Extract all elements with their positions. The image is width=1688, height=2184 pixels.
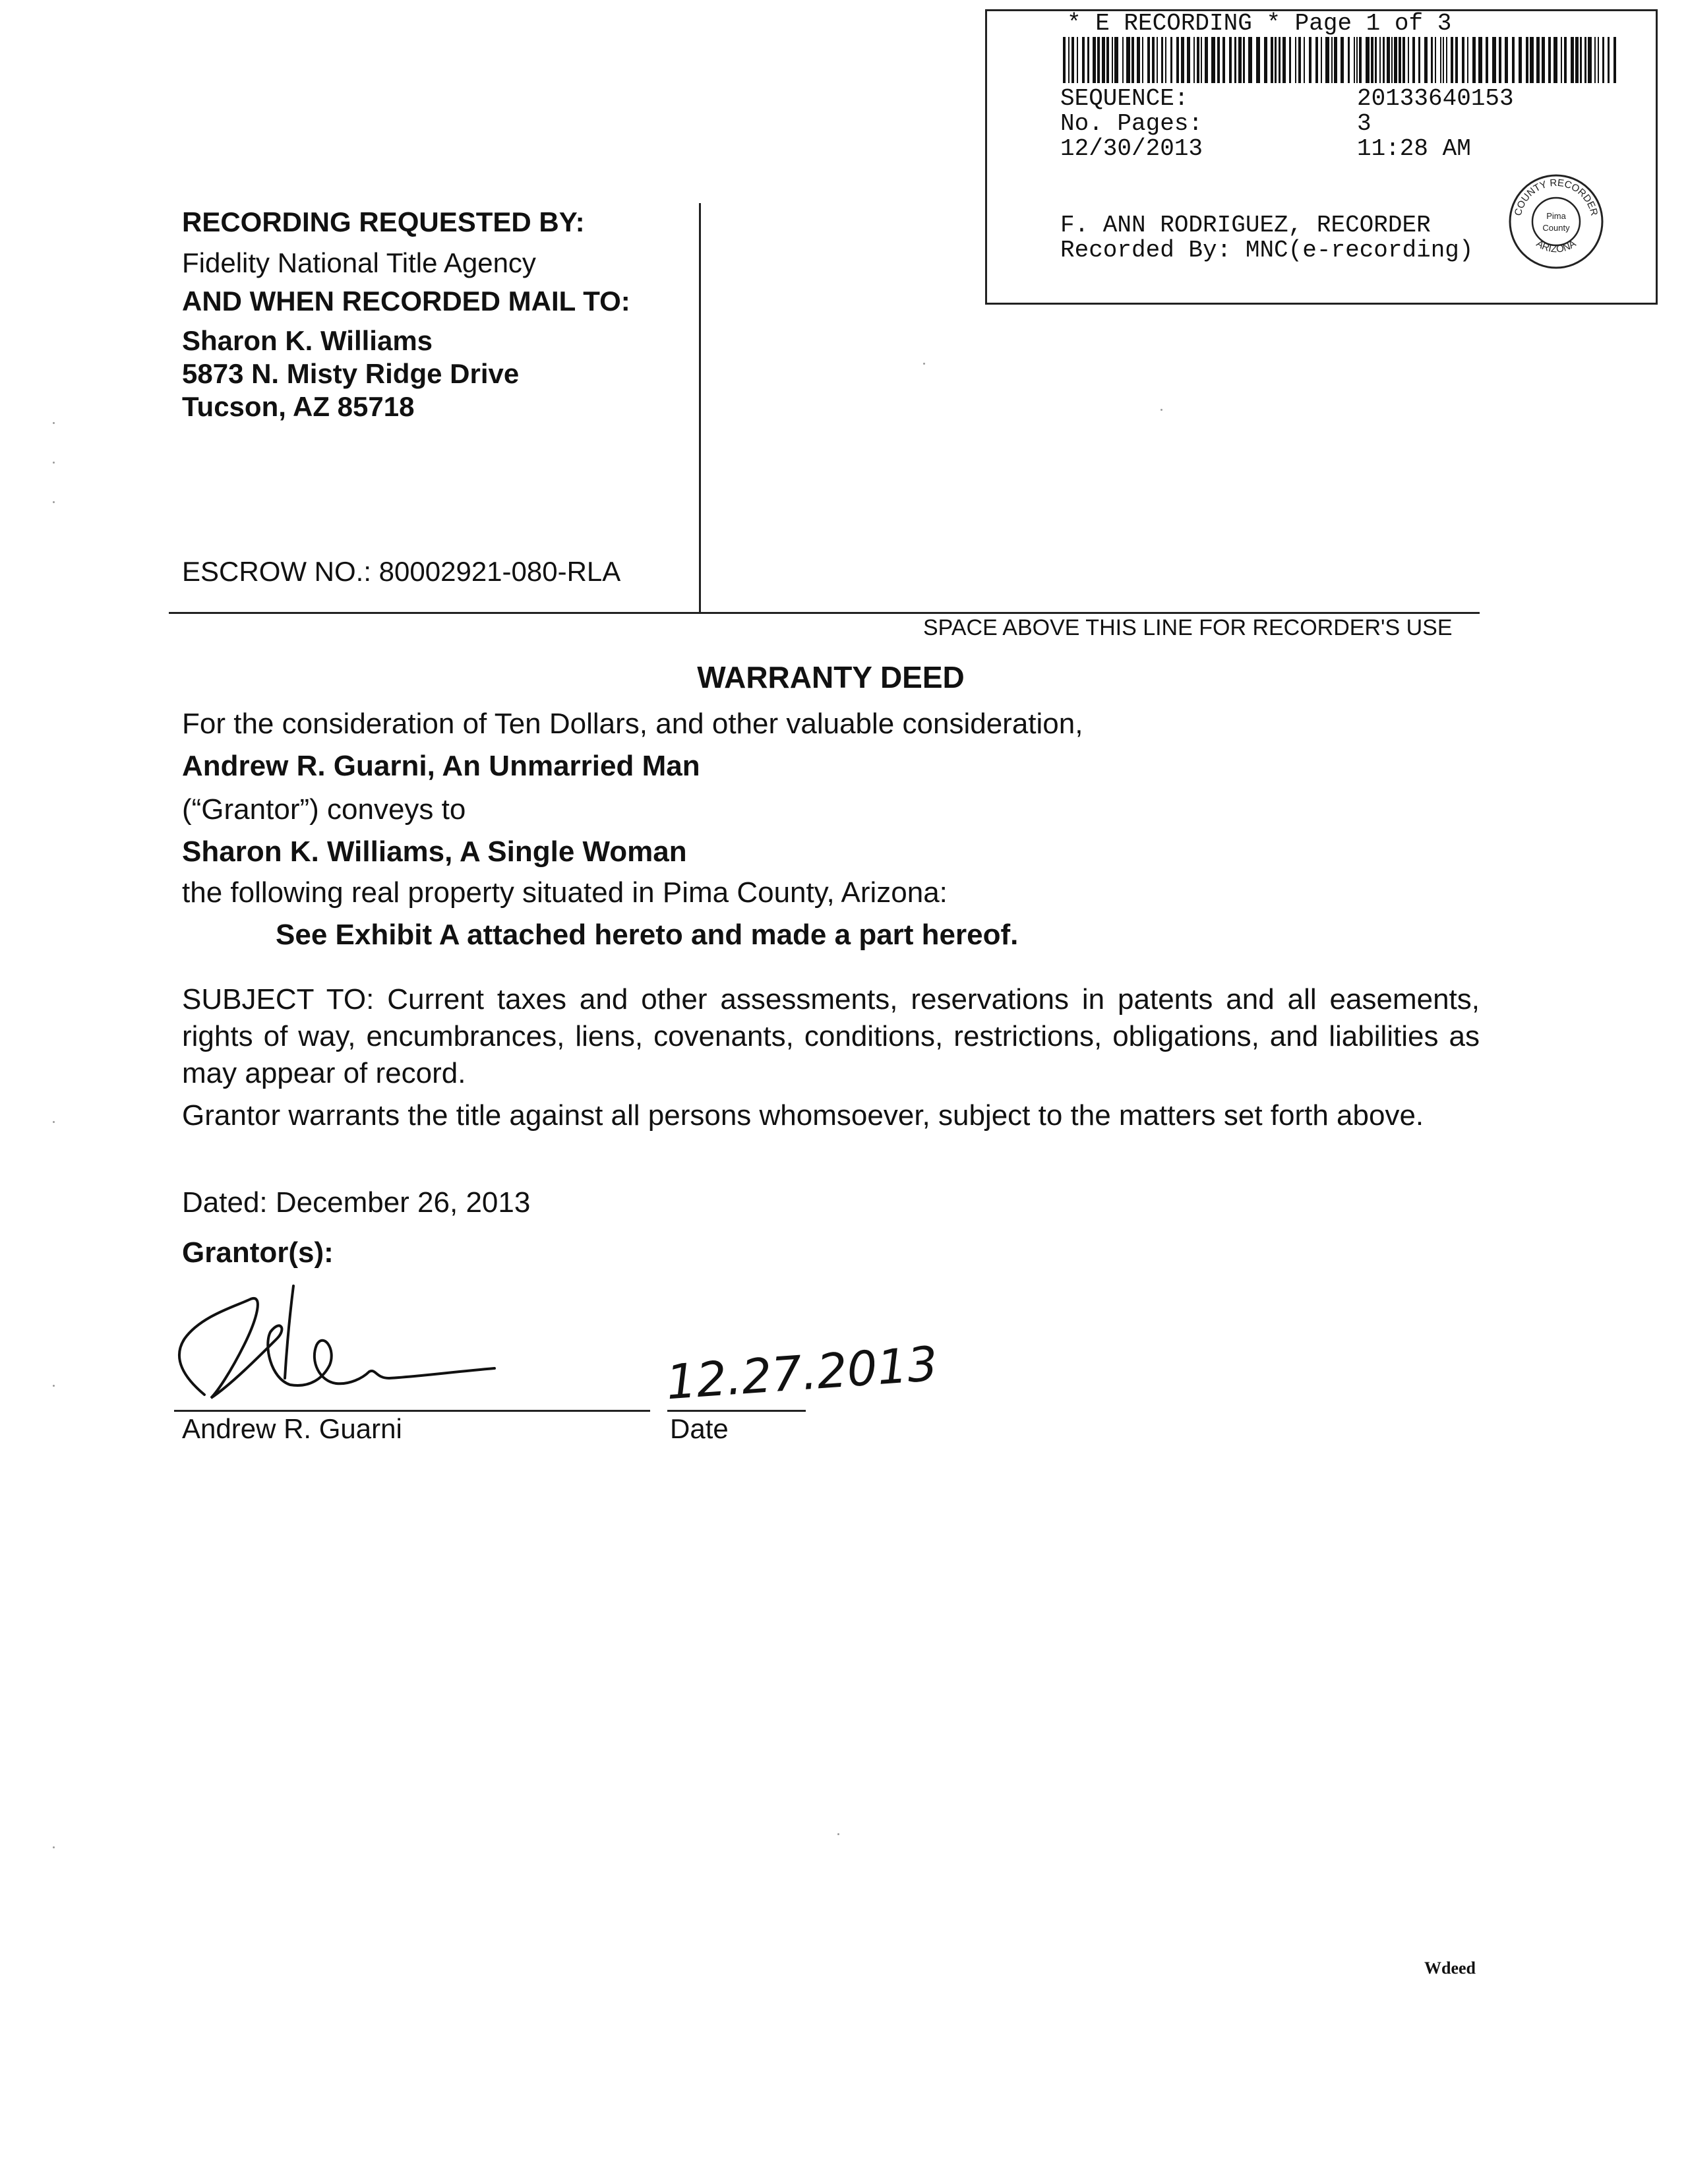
warranty-paragraph: Grantor warrants the title against all persons whomsoever, subject to the matters set forth above. [182, 1099, 1424, 1132]
scan-speck [53, 1846, 55, 1848]
pages-value: 3 [1357, 110, 1372, 137]
requested-by-label: RECORDING REQUESTED BY: [182, 206, 585, 237]
recording-date: 12/30/2013 [1060, 135, 1203, 162]
grantee-name: Sharon K. Williams, A Single Woman [182, 835, 687, 868]
signature-line [174, 1410, 650, 1412]
scan-speck [53, 462, 55, 464]
recorder-name: F. ANN RODRIGUEZ, RECORDER [1060, 212, 1431, 239]
header-divider-vertical [699, 203, 701, 612]
sequence-label: SEQUENCE: [1060, 85, 1189, 112]
county-seal [1507, 173, 1605, 270]
space-note: SPACE ABOVE THIS LINE FOR RECORDER'S USE [923, 615, 1453, 640]
mail-city: Tucson, AZ 85718 [182, 391, 415, 422]
sequence-value: 20133640153 [1357, 85, 1514, 112]
svg-text:Pima: Pima [1546, 211, 1566, 221]
handwritten-date: 12.27.2013 [664, 1335, 940, 1410]
deed-title: WARRANTY DEED [697, 660, 965, 694]
form-code: Wdeed [1424, 1958, 1476, 1978]
exhibit-line: See Exhibit A attached hereto and made a part hereof. [276, 919, 1019, 951]
grantors-label: Grantor(s): [182, 1236, 334, 1269]
recording-header: * E RECORDING * Page 1 of 3 [1067, 10, 1452, 37]
barcode [1063, 37, 1617, 83]
scan-speck [53, 1121, 55, 1123]
recorded-by: Recorded By: MNC(e-recording) [1060, 237, 1474, 264]
scan-speck [1160, 409, 1162, 411]
svg-text:ARIZONA: ARIZONA [1534, 237, 1579, 255]
mail-name: Sharon K. Williams [182, 325, 433, 356]
scan-speck [53, 422, 55, 424]
grantor-name: Andrew R. Guarni, An Unmarried Man [182, 750, 700, 782]
dated-line: Dated: December 26, 2013 [182, 1186, 531, 1219]
conveys-line: (“Grantor”) conveys to [182, 793, 466, 826]
pages-label: No. Pages: [1060, 110, 1203, 137]
scan-speck [837, 1833, 839, 1835]
svg-text:County: County [1542, 223, 1570, 233]
grantor-signature [165, 1279, 508, 1424]
property-line: the following real property situated in Pima County, Arizona: [182, 876, 948, 909]
signer-name: Andrew R. Guarni [182, 1413, 402, 1444]
escrow-number: ESCROW NO.: 80002921-080-RLA [182, 556, 621, 587]
recording-time: 11:28 AM [1357, 135, 1471, 162]
svg-text:COUNTY RECORDER: COUNTY RECORDER [1512, 177, 1600, 217]
scan-speck [53, 501, 55, 503]
date-line [667, 1410, 806, 1412]
consideration-line: For the consideration of Ten Dollars, and other valuable consideration, [182, 708, 1083, 740]
subject-to-paragraph: SUBJECT TO: Current taxes and other assessments, reservations in patents and all easements, rights of way, encumbrances, liens, covenants, conditions, restrictions, obligations, and liabilities as may appear of record. [182, 983, 1480, 1089]
scan-speck [53, 1385, 55, 1387]
requested-by: Fidelity National Title Agency [182, 247, 536, 278]
mail-street: 5873 N. Misty Ridge Drive [182, 358, 520, 389]
scan-speck [923, 363, 925, 365]
mail-to-label: AND WHEN RECORDED MAIL TO: [182, 286, 630, 317]
date-label: Date [670, 1413, 729, 1444]
